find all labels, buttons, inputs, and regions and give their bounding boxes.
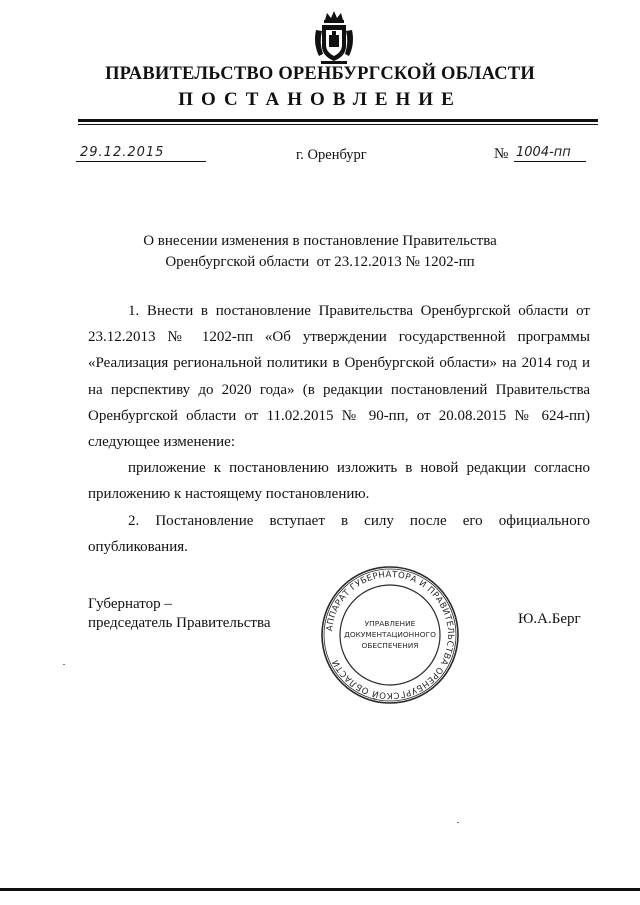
stamp-inner-line-3: ОБЕСПЕЧЕНИЯ — [361, 641, 419, 650]
scan-speck — [457, 822, 459, 823]
subject-line-2: Оренбургской области от 23.12.2013 № 1202-пп — [165, 254, 475, 270]
document-type-title: ПОСТАНОВЛЕНИЕ — [178, 89, 462, 110]
document-body — [88, 298, 590, 560]
coat-of-arms-icon — [313, 10, 355, 66]
document-city: г. Оренбург — [296, 147, 367, 163]
government-title: ПРАВИТЕЛЬСТВО ОРЕНБУРГСКОЙ ОБЛАСТИ — [105, 64, 535, 84]
header-rule — [78, 119, 598, 122]
document-subject — [0, 231, 640, 273]
stamp-outer-text: АППАРАТ ГУБЕРНАТОРА И ПРАВИТЕЛЬСТВА ОРЕНБУРГСКОЙ ОБЛАСТИ — [325, 569, 456, 701]
document-number: 1004-пп — [516, 145, 571, 160]
document-date: 29.12.2015 — [80, 145, 165, 160]
position-line-2: председатель Правительства — [88, 615, 271, 631]
header-rule-thin — [78, 124, 598, 125]
signatory-name: Ю.А.Берг — [518, 611, 581, 627]
document-date-field — [76, 145, 206, 163]
signatory-position — [88, 595, 271, 633]
subject-line-1: О внесении изменения в постановление Правительства — [143, 233, 497, 249]
date-underline — [76, 161, 206, 162]
number-underline — [514, 161, 586, 162]
stamp-inner-line-2: ДОКУМЕНТАЦИОННОГО — [344, 630, 436, 639]
official-stamp — [318, 563, 462, 707]
position-line-1: Губернатор – — [88, 596, 172, 612]
document-number-field — [514, 145, 586, 163]
stamp-inner-line-1: УПРАВЛЕНИЕ — [364, 619, 416, 628]
page-bottom-edge — [0, 888, 640, 891]
paragraph-1: 1. Внести в постановление Правительства Оренбургской области от 23.12.2013 № 1202-пп «Об утверждении государственной программы «Реализация региональной политики в Оренбургской области» на 2014 год и на перспективу до 2020 года» (в редакции постановлений Правительства Оренбургской области от 11.02.2015 № 90-пп, от 20.08.2015 № 624-пп) следующее изменение: — [88, 303, 590, 451]
paragraph-3: 2. Постановление вступает в силу после его официального опубликования. — [88, 512, 590, 555]
scan-speck — [63, 664, 65, 665]
document-number-label: № — [494, 146, 509, 162]
paragraph-2: приложение к постановлению изложить в новой редакции согласно приложению к настоящему постановлению. — [88, 460, 590, 503]
